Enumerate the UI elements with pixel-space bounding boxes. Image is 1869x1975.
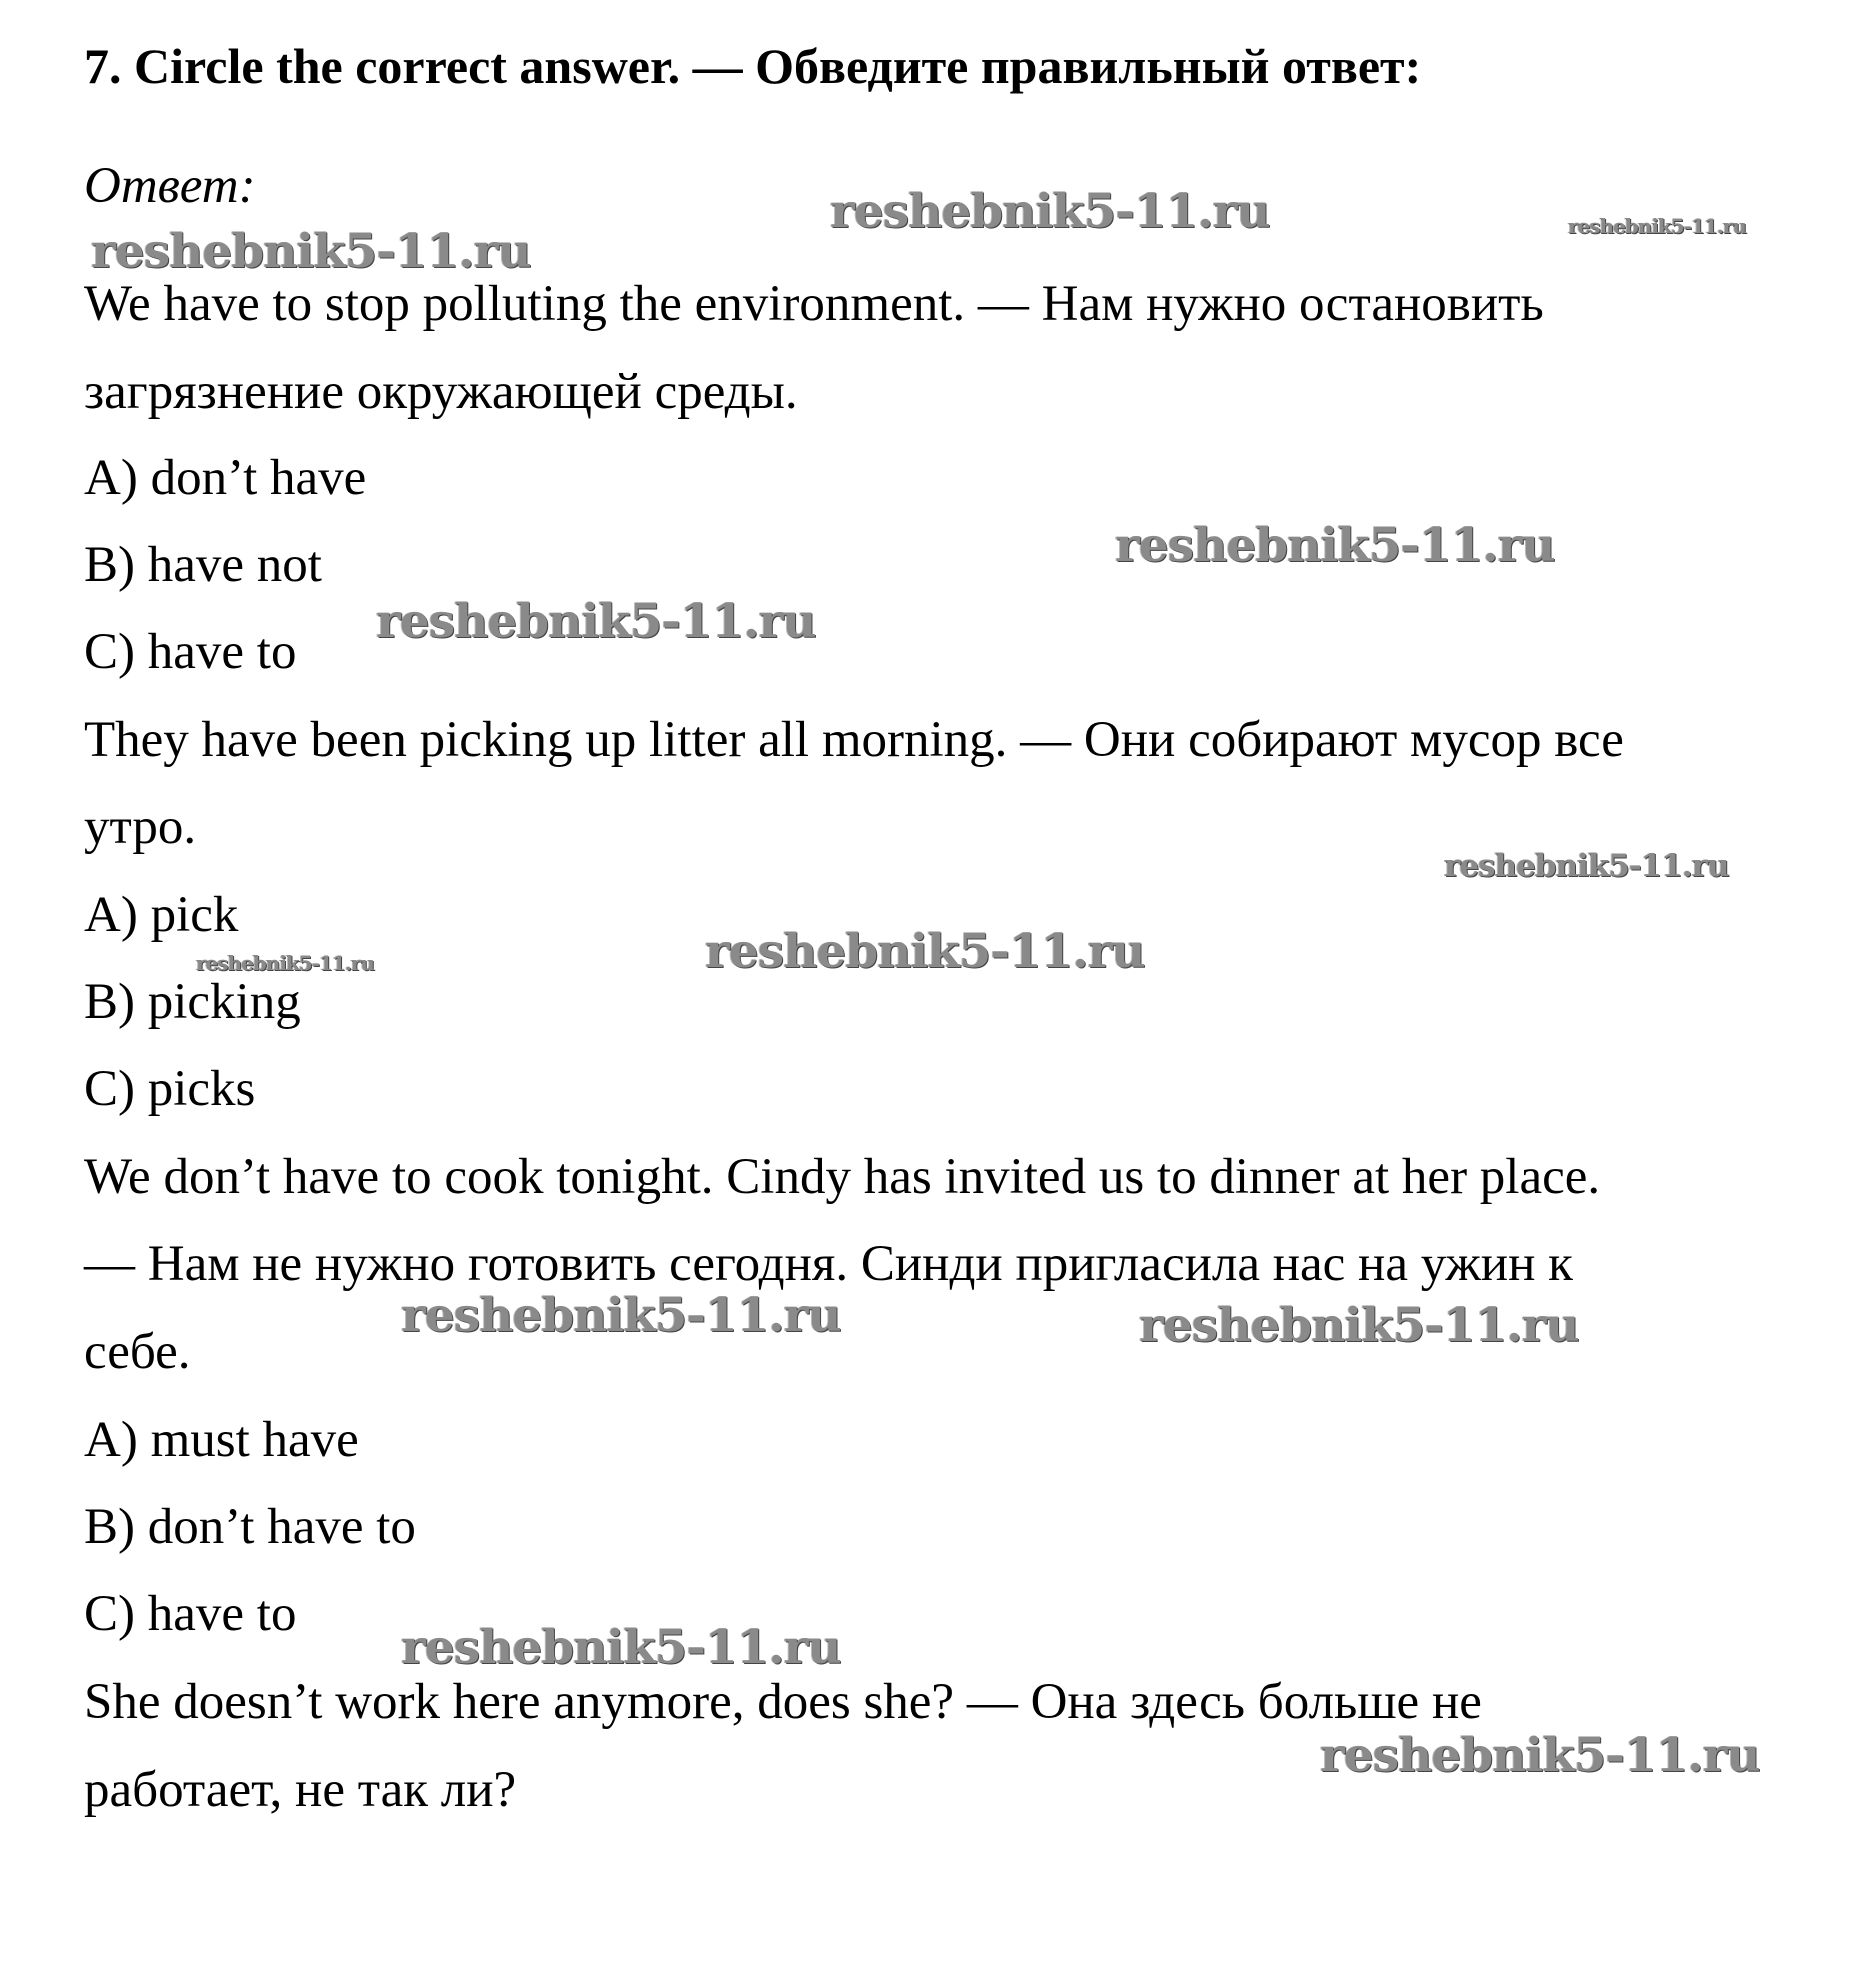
watermark: reshebnik5-11.ru bbox=[705, 924, 1145, 979]
watermark: reshebnik5-11.ru bbox=[401, 1288, 841, 1343]
watermark: reshebnik5-11.ru bbox=[376, 594, 816, 649]
watermark: reshebnik5-11.ru bbox=[1320, 1728, 1760, 1783]
watermark: reshebnik5-11.ru bbox=[1115, 518, 1555, 573]
watermark: reshebnik5-11.ru bbox=[196, 951, 374, 975]
watermark: reshebnik5-11.ru bbox=[1139, 1298, 1579, 1353]
exercise-title: 7. Circle the correct answer. — Обведите правильный ответ: bbox=[84, 38, 1422, 94]
text-line: We have to stop polluting the environment. — Нам нужно остановить bbox=[84, 276, 1544, 332]
text-line: утро. bbox=[84, 799, 197, 855]
text-line: себе. bbox=[84, 1324, 191, 1380]
text-line: — Нам не нужно готовить сегодня. Синди пригласила нас на ужин к bbox=[84, 1236, 1573, 1292]
watermark: reshebnik5-11.ru bbox=[830, 184, 1270, 239]
watermark: reshebnik5-11.ru bbox=[91, 224, 531, 279]
option-line: C) have to bbox=[84, 624, 297, 680]
option-line: B) have not bbox=[84, 537, 322, 593]
option-line: A) must have bbox=[84, 1412, 359, 1468]
text-line: She doesn’t work here anymore, does she? — Она здесь больше не bbox=[84, 1674, 1482, 1730]
option-line: C) picks bbox=[84, 1061, 256, 1117]
watermark: reshebnik5-11.ru bbox=[1568, 214, 1746, 238]
option-line: B) picking bbox=[84, 974, 301, 1030]
option-line: A) don’t have bbox=[84, 450, 367, 506]
option-line: C) have to bbox=[84, 1586, 297, 1642]
text-line: загрязнение окружающей среды. bbox=[84, 364, 798, 420]
option-line: B) don’t have to bbox=[84, 1499, 416, 1555]
text-line: They have been picking up litter all morning. — Они собирают мусор все bbox=[84, 712, 1624, 768]
text-line: работает, не так ли? bbox=[84, 1762, 517, 1818]
text-line: We don’t have to cook tonight. Cindy has invited us to dinner at her place. bbox=[84, 1149, 1601, 1205]
option-line: A) pick bbox=[84, 887, 239, 943]
answer-label: Ответ: bbox=[84, 158, 256, 214]
watermark: reshebnik5-11.ru bbox=[401, 1620, 841, 1675]
watermark: reshebnik5-11.ru bbox=[1444, 848, 1729, 884]
